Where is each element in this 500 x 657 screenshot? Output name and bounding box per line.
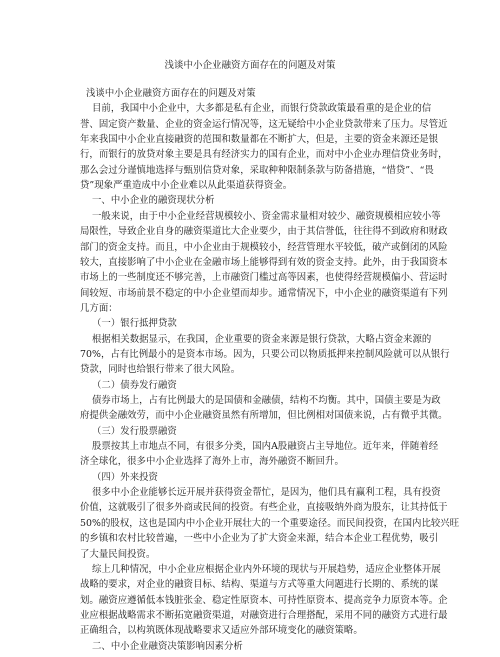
paragraph-line: 根据相关数据显示，在我国，企业重要的资金来源是银行贷款，大略占资金来源的 [92,333,432,345]
paragraph-line: 目前，我国中小企业中，大多都是私有企业，而银行贷款政策最看重的是企业的信 [92,103,432,115]
paragraph-line: （一）银行抵押贷款 [92,318,177,330]
paragraph-line: 股票按其上市地点不同，有很多分类，国内A股融资占主导地位。近年来，伴随着经 [92,441,439,453]
paragraph-line: 济全球化，很多中小企业选择了海外上市，海外融资不断回升。 [80,456,344,468]
paragraph-line: 划。融资应遵循低本钱脏张金、稳定性原资本、可持性原资本、提高竞争力原资本等。企 [80,594,448,606]
paragraph-line: 一般来说，由于中小企业经营规模较小、资金需求量相对较少、融资规模相应较小等 [92,210,441,222]
paragraph-line: （三）发行股票融资 [92,425,177,437]
paragraph-line: 行，而银行的放贷对象主要是具有经济实力的国有企业，而对中小企业办理信贷业务时， [80,149,448,161]
paragraph-line: 府提供金融效劳，而中小企业融资虽然有所增加，但比例相对国债来说，占有微乎其微。 [80,410,448,422]
paragraph-line: 70%，占有比例最小的是资本市场。因为，只要公司以物质抵押来控制风险就可以从银行 [80,348,450,360]
paragraph-line: 贷款，同时也给银行带来了很大风险。 [80,364,241,376]
paragraph-line: 部门的资金支持。而且，中小企业由于规模较小，经营管理水平较低，破产或倒闭的风险 [80,241,448,253]
paragraph-line: 局限性，导致企业自身的融资渠道比大企业要少，由于其信誉低，往往得不到政府和财政 [80,226,448,238]
paragraph-line: （二）债券发行融资 [92,379,177,391]
paragraph-line: 很多中小企业能够长远开展并获得资金帮忙，是因为，他们具有赢利工程，具有投资 [92,487,441,499]
paragraph-line: 年来我国中小企业直接融资的范围和数量都在不断扩大，但是，主要的资金来源还是银 [80,134,439,146]
paragraph-line: 一、中小企业的融资现状分析 [92,195,215,207]
paragraph-line: 市场上的一些制度还不够完善，上市融资门槛过高等因素，也使得经营规模偏小、营运时 [80,272,448,284]
paragraph-line: 浅谈中小企业融资方面存在的问题及对策 [86,88,256,99]
paragraph-line: 业应根据战略需求不断拓宽融资渠道，对融资进行合理搭配，采用不同的融资方式进行最 [80,609,448,621]
paragraph-line: 综上几种情况，中小企业应根据企业内外环境的现状与开展趋势，适应企业整体开展 [92,563,441,575]
paragraph-line: 几方面： [80,302,118,314]
paragraph-line: 的乡镇和农村比较普遍，一些中小企业为了扩大资金来源，结合本企业工程优势，吸引 [80,533,439,545]
paragraph-line: 誉、固定资产数量、企业的资金运行情况等，这无疑给中小企业贷款带来了压力。尽管近 [80,118,448,130]
paragraph-line: 贷”现象严重造成中小企业难以从此渠道获得资金。 [80,180,293,192]
paragraph-line: 间较短、市场前景不稳定的中小企业望而却步。通常情况下，中小企业的融资渠道有下列 [80,287,448,299]
paragraph-line: 较大，直接影响了中小企业在金融市场上能够得到有效的资金支持。此外，由于我国资本 [80,256,448,268]
document-title: 浅谈中小企业融资方面存在的问题及对策 [164,60,336,71]
paragraph-line: （四）外来投资 [92,471,158,483]
paragraph-line: 了大量民间投资。 [80,548,156,560]
paragraph-line: 二、中小企业融资决策影响因素分析 [92,640,243,652]
paragraph-line: 价值，这就吸引了很多外商或民间的投资。有些企业，直接吸纳外商为股东，让其持低于 [80,502,448,514]
paragraph-line: 债券市场上，占有比例最大的是国债和金融债，结构不均衡。其中，国债主要是为政 [92,395,441,406]
paragraph-line: 那么会过分谨慎地选择与甄别信贷对象，采取种种限制条款与防备措施，“惜贷”、“畏 [80,164,434,176]
paragraph-line: 50%的股权，这也是国内中小企业开展壮大的一个重要途径。而民间投资，在国内比较兴旺 [80,517,460,529]
paragraph-line: 战略的要求，对企业的融资目标、结构、渠道与方式等重大问题进行长期的、系统的谋 [80,579,439,591]
paragraph-line: 正确组合，以构筑既体现战略要求又适应外部环境变化的融资策略。 [80,625,363,637]
